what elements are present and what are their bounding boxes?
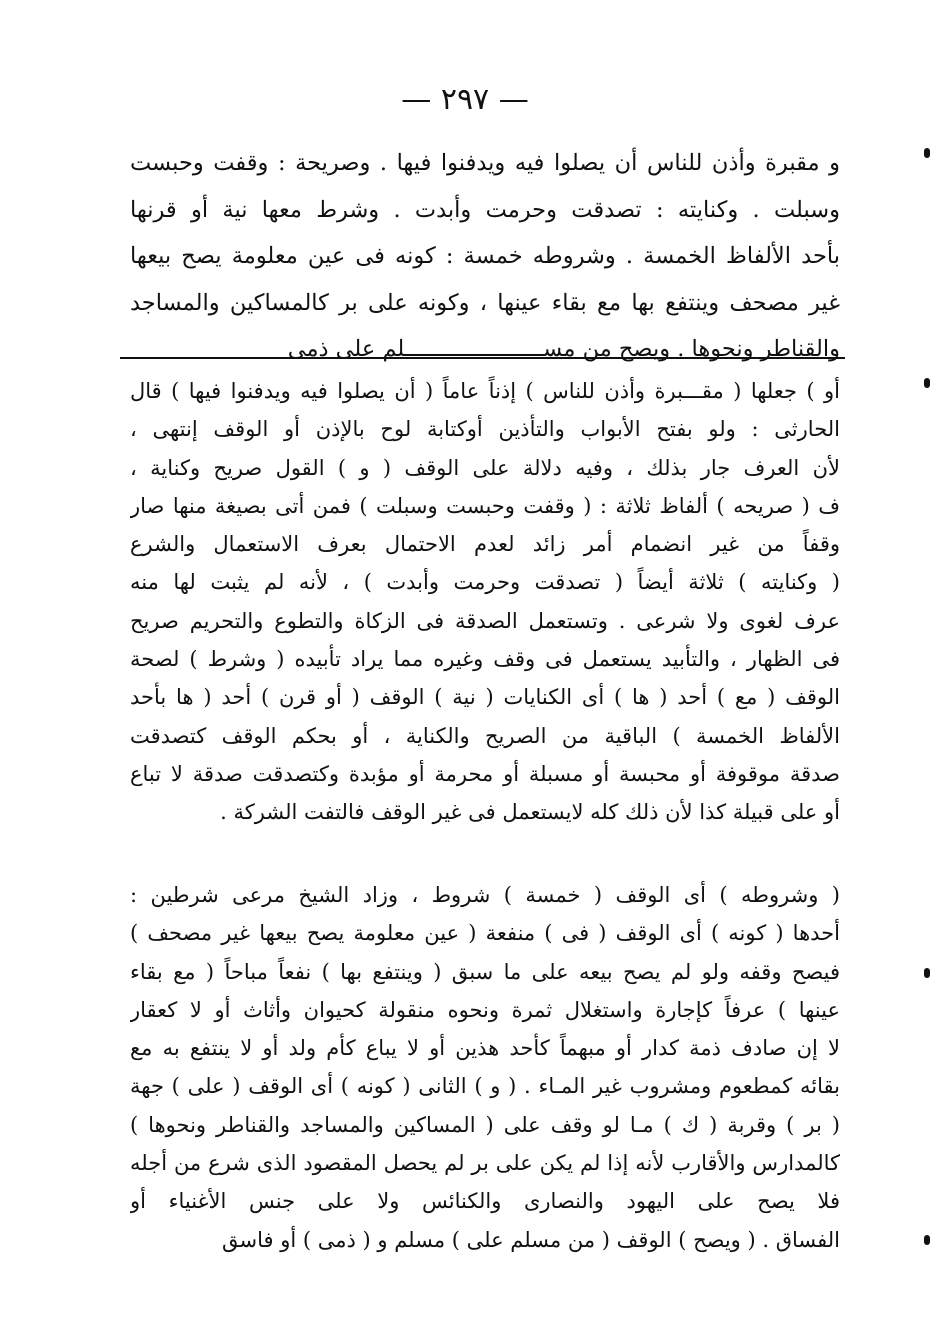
commentary-line: كالمدارس والأقارب لأنه إذا لم يكن على بر لم يحصل المقصود الذى شرع من أجله [130, 1151, 840, 1176]
matn-line: والقناطر ونحوها . ويصح من مســـــــــــــــــــــلم على ذمى [287, 336, 840, 362]
commentary-line: لأن العرف جار بذلك ، وفيه دلالة على الوقف ( و ) القول صريح وكناية ، [130, 455, 840, 480]
commentary-line: لا إن صادف ذمة كدار أو مبهماً كأحد هذين أو لا يباع كأم ولد أو لا ينتفع به مع [130, 1036, 840, 1061]
commentary-line: عرف لغوى ولا شرعى . وتستعمل الصدقة فى الزكاة والتطوع والتحريم صريح [130, 608, 840, 633]
commentary-line: الحارثى : ولو بفتح الأبواب والتأذين أوكتابة لوح بالإذن أو الوقف إنتهى ، [130, 417, 840, 442]
binding-hole-mark [924, 148, 930, 158]
commentary-line: فلا يصح على اليهود والنصارى والكنائس ولا على جنس الأغنياء أو [130, 1189, 840, 1214]
commentary-line: صدقة موقوفة أو محبسة أو مسبلة أو محرمة أو مؤبدة وكتصدقت صدقة لا تباع [130, 761, 840, 786]
commentary-line: أحدها ( كونه ) أى الوقف ( فى ) منفعة ( عين معلومة يصح بيعها غير مصحف ) [130, 921, 840, 946]
commentary-line: فى الظهار ، والتأبيد يستعمل فى وقف وغيره مما يراد تأبيده ( وشرط ) لصحة [130, 647, 840, 672]
commentary-line: وقفاً من غير انضمام أمر زائد لعدم الاحتمال بعرف الاستعمال والشرع [130, 532, 840, 557]
commentary-line: أو ) جعلها ( مقـــبرة وأذن للناس ) إذناً عاماً ( أن يصلوا فيه ويدفنوا فيها ) قال [130, 379, 840, 403]
matn-text [130, 140, 840, 373]
commentary-paragraph-2 [130, 876, 840, 1259]
commentary-line: بقائه كمطعوم ومشروب غير المـاء . ( و ) الثانى ( كونه ) أى الوقف ( على ) جهة [130, 1074, 840, 1099]
binding-hole-mark [924, 968, 930, 978]
commentary-line: ف ( صريحه ) ألفاظ ثلاثة : ( وقفت وحبست وسبلت ) فمن أتى بصيغة منها صار [130, 493, 840, 518]
binding-hole-mark [924, 378, 930, 388]
commentary-line: أو على قبيلة كذا لأن ذلك كله لايستعمل فى غير الوقف فالتفت الشركة . [220, 800, 840, 825]
matn-line: وسبلت . وكنايته : تصدقت وحرمت وأبدت . وشرط معها نية أو قرنها [130, 196, 840, 223]
commentary-line: ( بر ) وقربة ( ك ) مـا لو وقف على ( المساكين والمساجد والقناطر ونحوها ) [130, 1112, 840, 1137]
commentary-line: ( وشروطه ) أى الوقف ( خمسة ) شروط ، وزاد الشيخ مرعى شرطين : [130, 883, 840, 907]
binding-hole-mark [924, 1235, 930, 1245]
matn-line: بأحد الألفاظ الخمسة . وشروطه خمسة : كونه فى عين معلومة يصح بيعها [130, 243, 840, 269]
commentary-line: عينها ) عرفاً كإجارة واستغلال ثمرة ونحوه منقولة كحيوان وأثاث أو لا كعقار [130, 997, 840, 1022]
page-number: — ٢٩٧ — [401, 82, 529, 117]
commentary-line: ( وكنايته ) ثلاثة أيضاً ( تصدقت وحرمت وأبدت ) ، لأنه لم يثبت لها منه [130, 570, 840, 595]
commentary-paragraph-1 [130, 372, 840, 832]
commentary-line: فيصح وقفه ولو لم يصح بيعه على ما سبق ( وينتفع بها ) نفعاً مباحاً ( مع بقاء [130, 959, 840, 984]
commentary-line: الألفاظ الخمسة ) الباقية من الصريح والكناية ، أو بحكم الوقف كتصدقت [130, 723, 840, 748]
separator-rule [120, 357, 845, 359]
commentary-line: الوقف ( مع ) أحد ( ها ) أى الكنايات ( نية ) الوقف ( أو قرن ) أحد ( ها بأحد [130, 685, 840, 710]
commentary-line: الفساق . ( ويصح ) الوقف ( من مسلم على ) مسلم و ( ذمى ) أو فاسق [221, 1227, 840, 1252]
matn-line: و مقبرة وأذن للناس أن يصلوا فيه ويدفنوا فيها . وصريحة : وقفت وحبست [130, 150, 840, 176]
matn-line: غير مصحف وينتفع بها مع بقاء عينها ، وكونه على بر كالمساكين والمساجد [130, 289, 840, 316]
